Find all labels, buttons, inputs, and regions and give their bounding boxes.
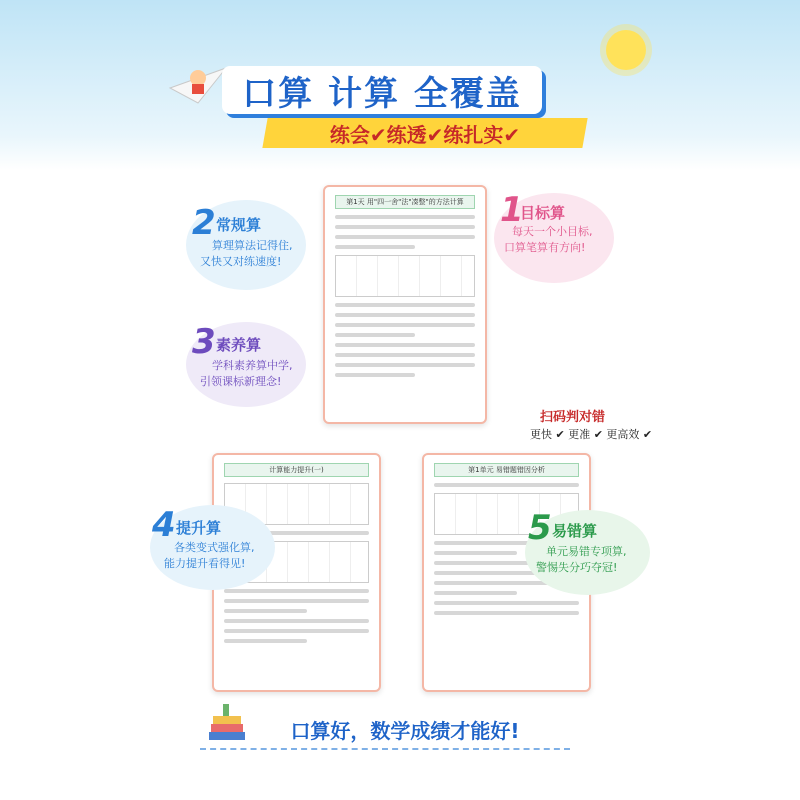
paper-plane-icon: [168, 58, 228, 108]
feature-2-number: 2: [192, 203, 216, 243]
sun-icon: [606, 30, 646, 70]
feature-5-number: 5: [528, 508, 552, 548]
worksheet-top-header: 第1天 用"四一舍"法"凑整"的方法计算: [335, 195, 475, 209]
feature-4-title: 提升算: [176, 519, 222, 537]
feature-1-desc-2: 口算笔算有方向!: [504, 241, 586, 254]
feature-5-title: 易错算: [552, 522, 598, 540]
footer-text: 口算好，数学成绩才能好!: [290, 718, 520, 743]
feature-1-desc-1: 每天一个小目标,: [512, 225, 593, 238]
worksheet-left-header: 计算能力提升(一): [224, 463, 369, 477]
feature-4-number: 4: [152, 505, 176, 545]
scan-items: 更快 ✔ 更准 ✔ 更高效 ✔: [530, 428, 653, 441]
worksheet-right-header: 第1单元 易错题错因分析: [434, 463, 579, 477]
subtitle-banner: [262, 118, 587, 148]
worksheet-top: [323, 185, 487, 424]
feature-5-desc-1: 单元易错专项算,: [546, 545, 627, 558]
feature-2-desc-2: 又快又对练速度!: [200, 255, 282, 268]
scan-title: 扫码判对错: [540, 410, 606, 425]
feature-4-desc-1: 各类变式强化算,: [174, 541, 255, 554]
feature-2-desc-1: 算理算法记得住,: [212, 239, 293, 252]
feature-3-title: 素养算: [216, 336, 262, 354]
subtitle-text: 练会✔练透✔练扎实✔: [329, 122, 521, 147]
books-icon: [205, 700, 249, 746]
feature-3-desc-1: 学科素养算中学,: [212, 359, 293, 372]
feature-3-number: 3: [192, 322, 216, 362]
feature-1-title: 目标算: [520, 204, 566, 222]
feature-5-desc-2: 警惕失分巧夺冠!: [536, 561, 618, 574]
feature-1-number: 1: [500, 190, 524, 230]
feature-4-desc-2: 能力提升看得见!: [164, 557, 246, 570]
feature-3-desc-2: 引领课标新理念!: [200, 375, 282, 388]
main-title: 口算 计算 全覆盖: [222, 66, 542, 114]
footer-divider: [200, 748, 570, 752]
feature-2-title: 常规算: [216, 216, 262, 234]
